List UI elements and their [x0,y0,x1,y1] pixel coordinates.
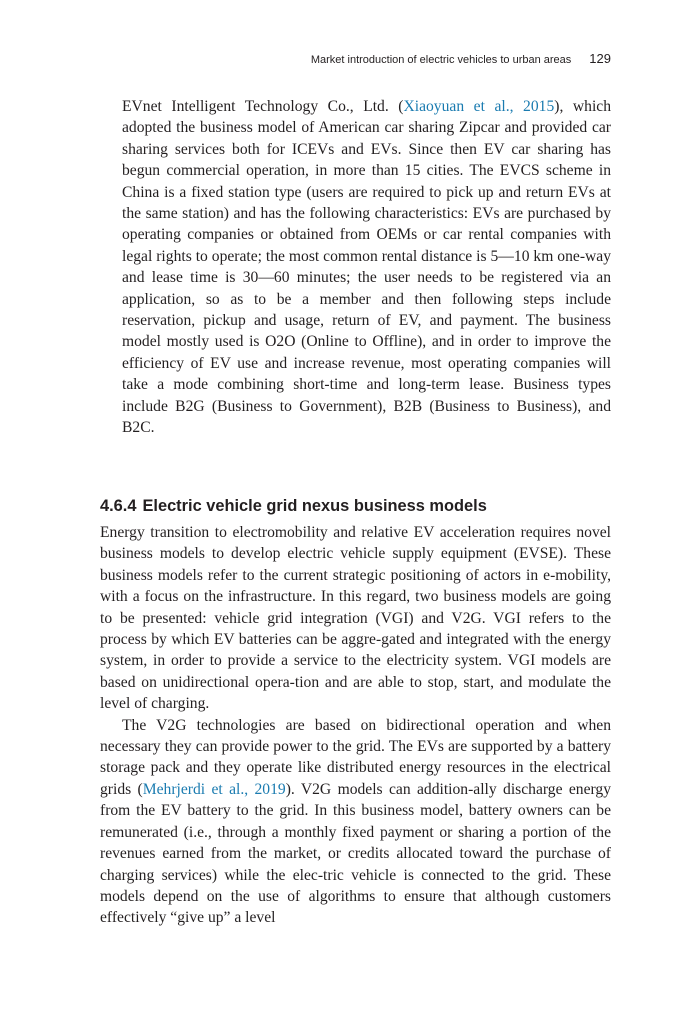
paragraph-1: Energy transition to electromobility and relative EV acceleration requires novel business models to develop electric vehicle supply equipment (EVSE). These business models refer to the current strategic positioning of actors in e-mobility, with a focus on the infrastructure. In this regard, two business models are going to be presented: vehicle grid integration (VGI) and V2G. VGI refers to the process by which EV batteries can be aggre-gated and integrated with the energy system, in order to provide a service to the electricity system. VGI models are based on unidirectional opera-tion and are able to stop, start, and modulate the level of charging. [100,524,611,713]
running-head [100,50,611,69]
citation-link-xiaoyuan[interactable]: Xiaoyuan et al., 2015 [403,98,555,115]
citation-link-mehrjerdi[interactable]: Mehrjerdi et al., 2019 [142,780,286,798]
section-heading [100,495,611,517]
page-number: 129 [589,51,611,66]
quote-text-start: EVnet Intelligent Technology Co., Ltd. ( [122,98,404,115]
paragraph-2-text-start: The V2G technologies are based on bidirectional operation and when necessary they can provide power to the grid. The EVs are supported by a battery storage pack and they operate like distributed energy resources in the electrical grids ( [100,716,611,798]
paragraph-2 [100,715,611,929]
section-number: 4.6.4 [100,497,137,515]
section-4-6-4 [100,495,611,929]
quote-paragraph [122,96,611,439]
paragraph-2-text-rest: ). V2G models can addition-ally discharge energy from the EV battery to the grid. In this business model, battery owners can be remunerated (i.e., through a monthly fixed payment or sharing a portion of the revenues earned from the market, or credits allocated toward the purchase of charging services) while the elec-tric vehicle is connected to the grid. These models depend on the use of algorithms to ensure that although customers effectively “give up” a level [100,780,612,927]
running-head-title: Market introduction of electric vehicles to urban areas [310,54,572,66]
section-title: Electric vehicle grid nexus business models [142,497,487,515]
quote-text-rest: ), which adopted the business model of American car sharing Zipcar and provided car sharing services both for ICEVs and EVs. Since then EV car sharing has begun commercial operation, in more than 15 cities. The EVCS scheme in China is a fixed station type (users are required to pick up and return EVs at the same station) and has the following characteristics: EVs are purchased by operating companies or obtained from OEMs or car rental companies with legal rights to operate; the most common rental distance is 5—10 km one-way and lease time is 30—60 minutes; the user needs to be registered via an application, so as to be a member and then following steps include reservation, pickup and usage, return of EV, and payment. The business model mostly used is O2O (Online to Offline), and in order to improve the efficiency of EV use and increase revenue, most operating companies will take a mode combining short-time and long-term lease. Business types include B2G (Business to Government), B2B (Business to Business), and B2C. [122,98,611,437]
indented-quote-block [122,96,611,439]
